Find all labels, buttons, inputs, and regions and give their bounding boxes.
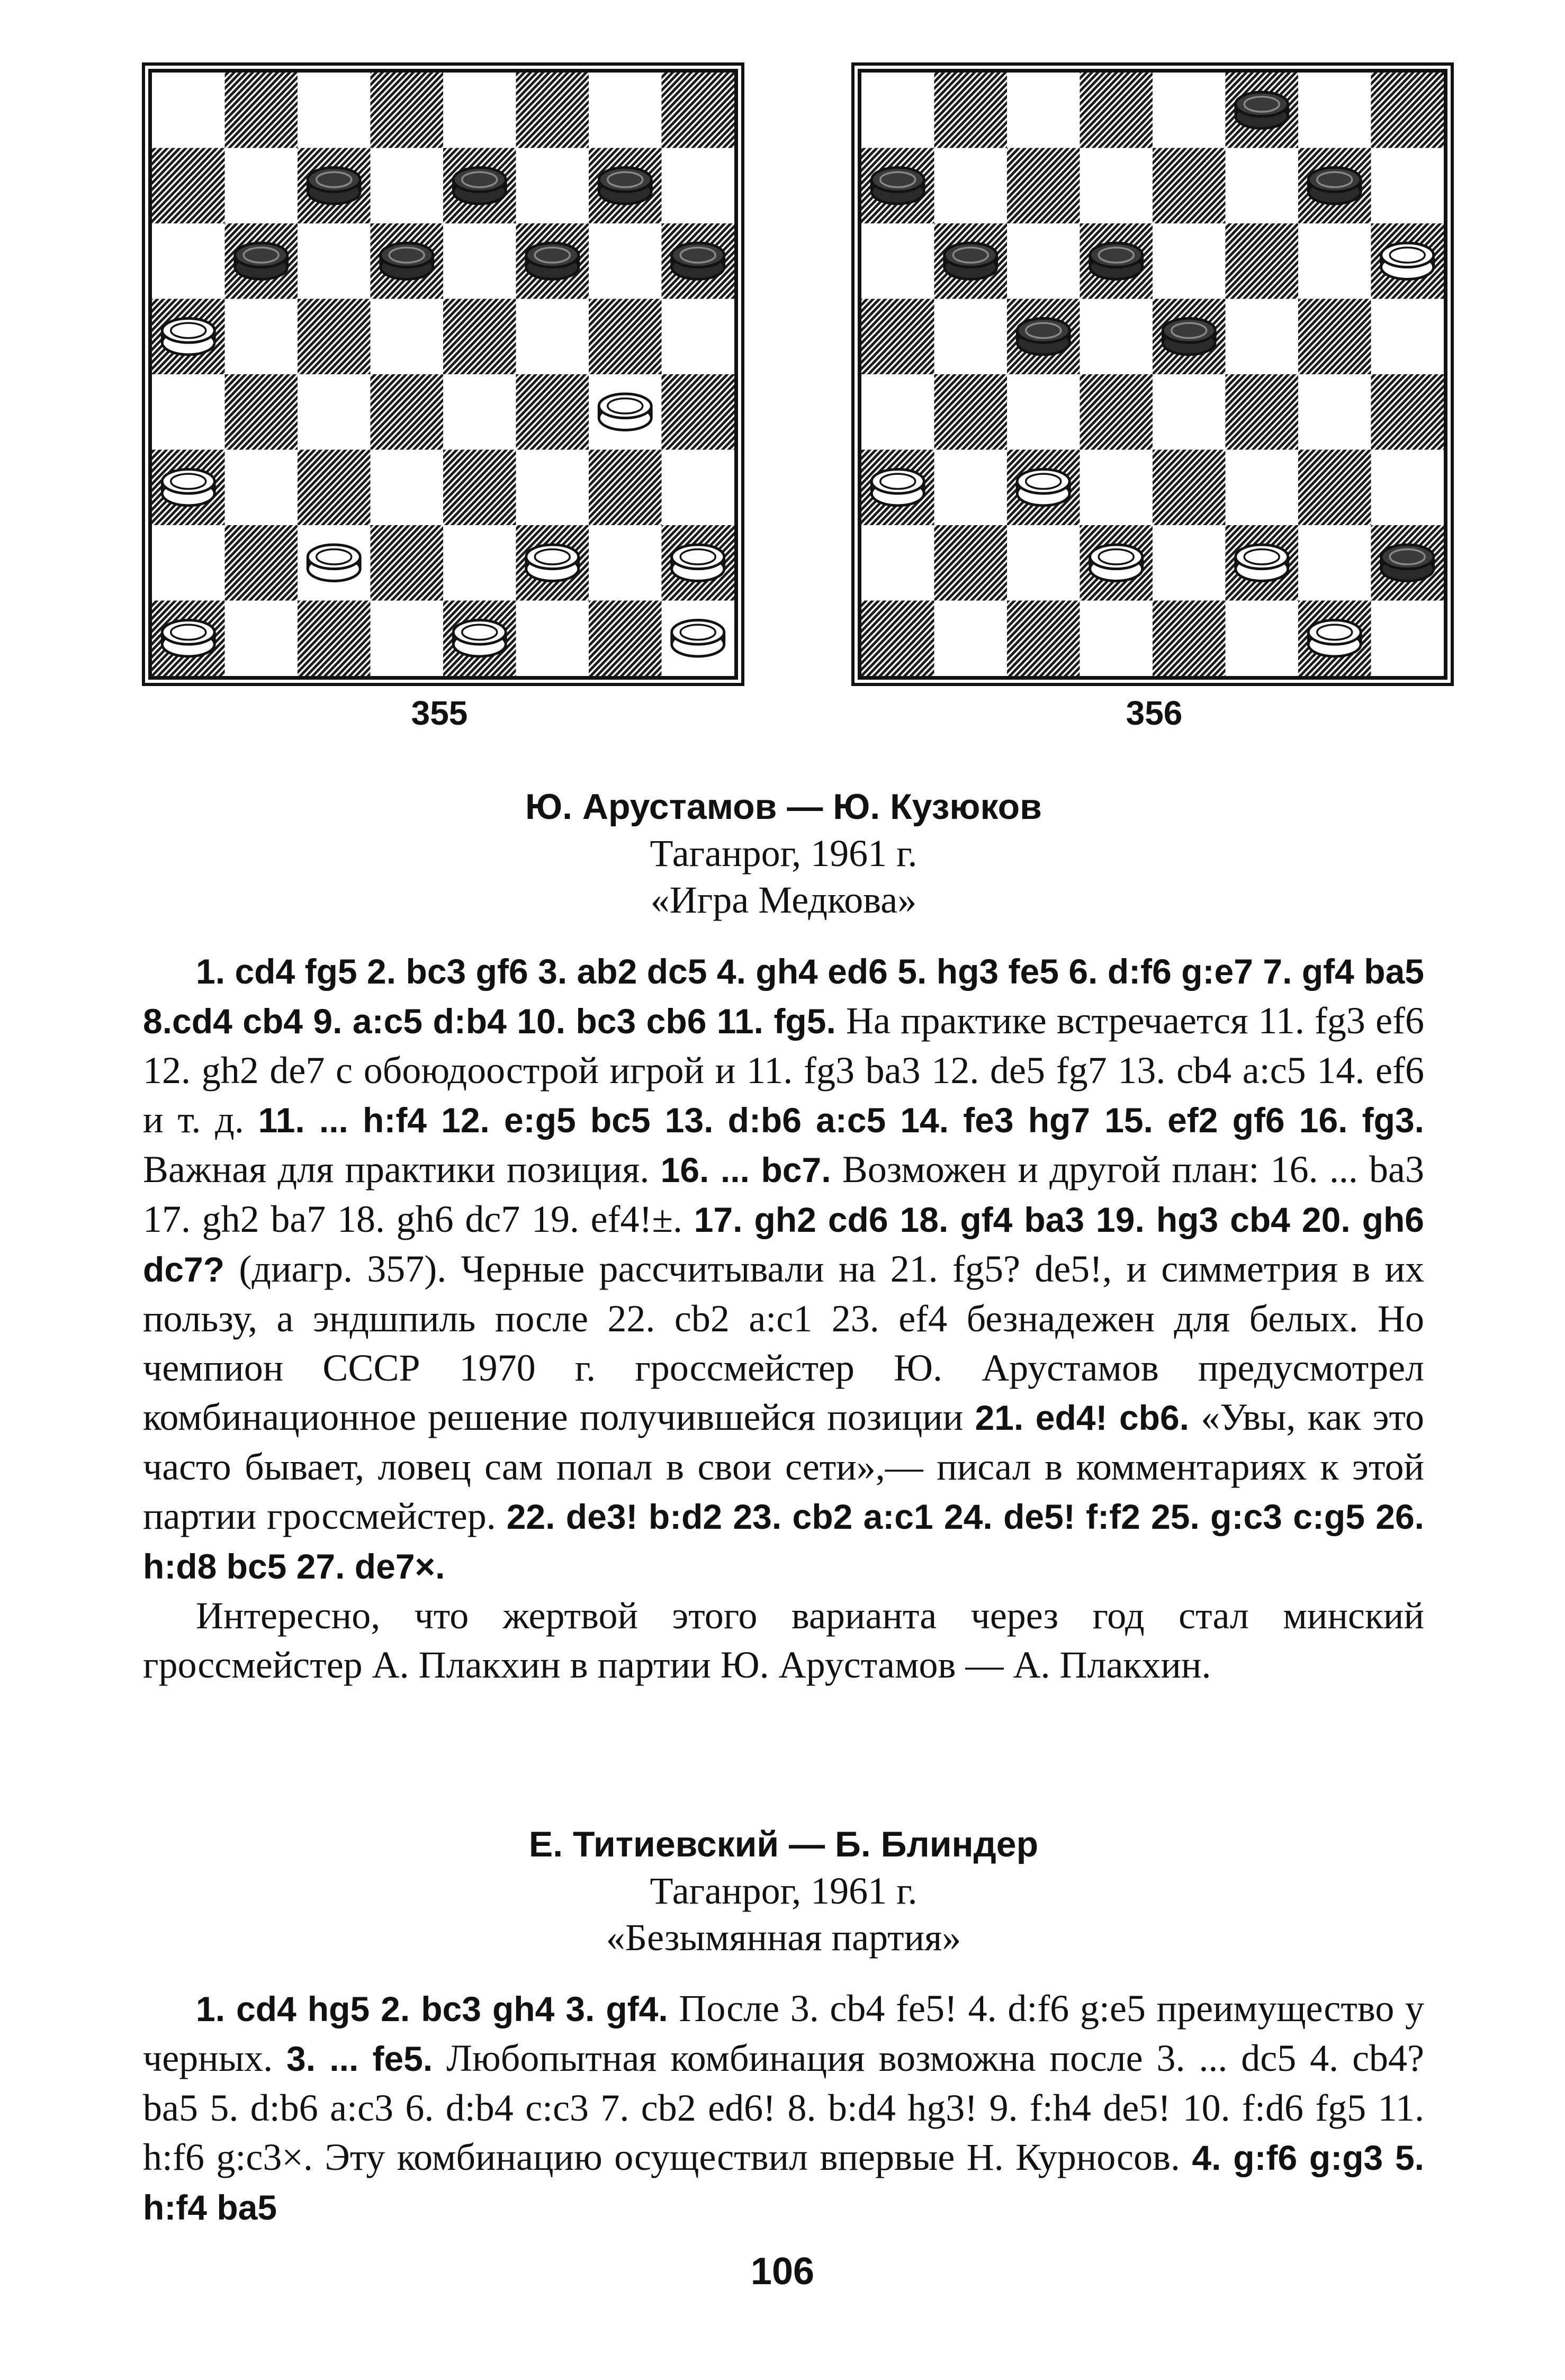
white-checker-h2: [672, 545, 724, 581]
light-square: [371, 450, 444, 526]
light-square: [861, 374, 934, 450]
light-square: [1153, 223, 1226, 299]
white-checker-h1: [672, 620, 724, 656]
black-checker-b6: [235, 243, 287, 279]
light-square: [516, 450, 589, 526]
game-2-annotation: [143, 1984, 1424, 2232]
move-sequence: 3. ... fe5.: [286, 2039, 433, 2078]
light-square: [1007, 525, 1080, 601]
game-1-opening: «Игра Медкова»: [650, 879, 917, 921]
light-square: [1007, 223, 1080, 299]
light-square: [516, 601, 589, 677]
dark-square: [1080, 374, 1153, 450]
dark-square: [662, 73, 735, 148]
dark-square: [516, 374, 589, 450]
game-2-opening: «Безымянная партия»: [606, 1916, 961, 1959]
white-checker-c3: [1017, 470, 1069, 506]
light-square: [662, 299, 735, 375]
dark-square: [1226, 223, 1299, 299]
move-sequence: 1. cd4 fg5 2. bc3 gf6 3. ab2 dc5 4. gh4 ed6 5. hg3 fe5 6. d:f6 g:e7 7. gf4 ba5 8.cd4 cb4 9. a:c5 d:b4 10. bc3 cb6 11. fg5.: [143, 952, 1424, 1041]
white-checker-e1: [453, 620, 506, 656]
light-square: [934, 601, 1008, 677]
dark-square: [1298, 450, 1371, 526]
light-square: [225, 601, 298, 677]
dark-square: [225, 374, 298, 450]
commentary-text: Любопытная комбинация возможна после 3. ... dc5 4. cb4? ba5 5. d:b6 a:c3 6. d:b4 c:c3 7. cb2 ed6! 8. b:d4 hg3! 9. f:h4 de5! 10. f:d6 fg5 11. h:f6 g:c3×. Эту комбинацию осуществил впервые Н. Курносов.: [143, 2037, 1424, 2178]
light-square: [1153, 374, 1226, 450]
light-square: [1007, 374, 1080, 450]
game-2-section: [143, 1821, 1424, 2232]
black-checker-c5: [1017, 319, 1069, 355]
black-checker-d6: [1090, 243, 1143, 279]
game-2-players: Е. Титиевский — Б. Блиндер: [528, 1824, 1039, 1864]
dark-square: [371, 73, 444, 148]
light-square: [1226, 450, 1299, 526]
light-square: [1080, 601, 1153, 677]
black-checker-f8: [1236, 92, 1288, 128]
dark-square: [1153, 601, 1226, 677]
dark-square: [1080, 73, 1153, 148]
light-square: [861, 525, 934, 601]
dark-square: [225, 73, 298, 148]
white-checker-a3: [162, 470, 214, 506]
diagram-355-svg: [152, 73, 734, 676]
game-1-players: Ю. Арустамов — Ю. Кузюков: [525, 787, 1042, 827]
light-square: [371, 299, 444, 375]
commentary-text: Возможен и другой план: 16. ... ba3 17. gh2 ba7 18. gh6 dc7 19. ef4!±.: [143, 1148, 1424, 1240]
commentary-text: «Увы, как это часто бывает, ловец сам попал в свои сети»,— писал в комментариях к этой партии гроссмейстер.: [143, 1396, 1425, 1537]
dark-square: [934, 374, 1008, 450]
light-square: [152, 374, 225, 450]
light-square: [1298, 374, 1371, 450]
light-square: [589, 525, 662, 601]
white-checker-a5: [162, 319, 214, 355]
game-2-place: Таганрог, 1961 г.: [650, 1870, 918, 1912]
dark-square: [934, 525, 1008, 601]
diagram-355-caption: 355: [411, 694, 468, 732]
light-square: [1371, 450, 1444, 526]
dark-square: [861, 601, 934, 677]
white-checker-f2: [526, 545, 579, 581]
light-square: [1298, 73, 1371, 148]
light-square: [1080, 148, 1153, 224]
dark-square: [298, 299, 371, 375]
dark-square: [1153, 450, 1226, 526]
white-checker-g4: [599, 394, 651, 430]
dark-square: [152, 148, 225, 224]
move-sequence: 22. de3! b:d2 23. cb2 a:c1 24. de5! f:f2 25. g:c3 c:g5 26. h:d8 bc5 27. de7×.: [143, 1497, 1424, 1586]
dark-square: [371, 525, 444, 601]
light-square: [1007, 73, 1080, 148]
diagram-356-board: [858, 69, 1447, 680]
light-square: [298, 73, 371, 148]
light-square: [516, 299, 589, 375]
light-square: [1371, 299, 1444, 375]
black-checker-e5: [1163, 319, 1215, 355]
light-square: [1226, 148, 1299, 224]
game-1-note: [143, 1591, 1424, 1690]
black-checker-g7: [1308, 168, 1361, 204]
dark-square: [589, 299, 662, 375]
dark-square: [1153, 148, 1226, 224]
light-square: [1298, 525, 1371, 601]
light-square: [443, 73, 516, 148]
light-square: [371, 148, 444, 224]
diagram-355-board: [148, 69, 738, 680]
light-square: [861, 223, 934, 299]
move-sequence: 4. g:f6 g:g3 5. h:f4 ba5: [143, 2138, 1425, 2227]
light-square: [298, 374, 371, 450]
light-square: [225, 299, 298, 375]
game-1-annotation: [143, 946, 1424, 1591]
black-checker-g7: [599, 168, 651, 204]
white-checker-d2: [1090, 545, 1143, 581]
dark-square: [1371, 73, 1444, 148]
light-square: [934, 299, 1008, 375]
light-square: [861, 73, 934, 148]
light-square: [662, 148, 735, 224]
light-square: [1226, 601, 1299, 677]
dark-square: [443, 450, 516, 526]
dark-square: [589, 601, 662, 677]
black-checker-b6: [945, 243, 997, 279]
light-square: [662, 450, 735, 526]
white-checker-a1: [162, 620, 214, 656]
light-square: [934, 148, 1008, 224]
white-checker-h6: [1381, 243, 1434, 279]
black-checker-h2: [1381, 545, 1434, 581]
light-square: [443, 525, 516, 601]
dark-square: [443, 299, 516, 375]
dark-square: [934, 73, 1008, 148]
black-checker-h6: [672, 243, 724, 279]
commentary-text: Важная для практики позиция.: [143, 1148, 661, 1191]
light-square: [225, 450, 298, 526]
move-sequence: 21. ed4! cb6.: [975, 1398, 1190, 1437]
light-square: [225, 148, 298, 224]
light-square: [1080, 450, 1153, 526]
game-1-section: [143, 783, 1424, 1690]
light-square: [1226, 299, 1299, 375]
light-square: [443, 223, 516, 299]
dark-square: [371, 374, 444, 450]
dark-square: [662, 374, 735, 450]
light-square: [152, 73, 225, 148]
dark-square: [298, 601, 371, 677]
dark-square: [1007, 148, 1080, 224]
light-square: [589, 73, 662, 148]
light-square: [443, 374, 516, 450]
light-square: [298, 223, 371, 299]
light-square: [1153, 73, 1226, 148]
dark-square: [516, 73, 589, 148]
light-square: [1298, 223, 1371, 299]
diagram-356-caption: 356: [1126, 694, 1183, 732]
game-1-header: [143, 783, 1424, 923]
light-square: [516, 148, 589, 224]
white-checker-c2: [308, 545, 360, 581]
light-square: [1371, 148, 1444, 224]
dark-square: [225, 525, 298, 601]
game-2-header: [143, 1821, 1424, 1961]
light-square: [1080, 299, 1153, 375]
light-square: [589, 223, 662, 299]
page-number: 106: [750, 2250, 815, 2293]
move-sequence: 1. cd4 hg5 2. bc3 gh4 3. gf4.: [196, 1989, 668, 2029]
light-square: [1153, 525, 1226, 601]
diagram-356-svg: [861, 73, 1444, 676]
light-square: [152, 525, 225, 601]
dark-square: [861, 299, 934, 375]
move-sequence: 11. ... h:f4 12. e:g5 bc5 13. d:b6 a:c5 14. fe3 hg7 15. ef2 gf6 16. fg3.: [258, 1101, 1424, 1140]
light-square: [1371, 601, 1444, 677]
commentary-text: (диагр. 357). Черные рассчитывали на 21. fg5? de5!, и симметрия в их пользу, а эндшпиль после 22. cb2 a:c1 23. ef4 безнадежен для белых. Но чемпион СССР 1970 г. гроссмейстер Ю. Арустамов предусмотрел комбинационное решение получившейся позиции: [143, 1248, 1424, 1438]
commentary-text: На практике встречается 11. fg3 ef6 12. gh2 de7 с обоюдоострой игрой и 11. fg3 ba3 12. de5 fg7 13. cb4 a:c5 14. ef6 и т. д.: [143, 999, 1424, 1141]
move-sequence: 17. gh2 cd6 18. gf4 ba3 19. hg3 cb4 20. gh6 dc7?: [143, 1200, 1424, 1289]
black-checker-f6: [526, 243, 579, 279]
black-checker-a7: [871, 168, 924, 204]
dark-square: [589, 450, 662, 526]
dark-square: [1007, 601, 1080, 677]
commentary-text: После 3. cb4 fe5! 4. d:f6 g:e5 преимущество у черных.: [143, 1987, 1425, 2079]
move-sequence: 16. ... bc7.: [660, 1150, 831, 1189]
commentary-text: Интересно, что жертвой этого варианта через год стал минский гроссмейстер А. Плакхин в партии Ю. Арустамов — А. Плакхин.: [143, 1594, 1424, 1686]
light-square: [371, 601, 444, 677]
white-checker-a3: [871, 470, 924, 506]
black-checker-e7: [453, 168, 506, 204]
black-checker-c7: [308, 168, 360, 204]
light-square: [152, 223, 225, 299]
white-checker-g1: [1308, 620, 1361, 656]
dark-square: [1226, 374, 1299, 450]
dark-square: [1371, 374, 1444, 450]
light-square: [934, 450, 1008, 526]
dark-square: [298, 450, 371, 526]
dark-square: [1298, 299, 1371, 375]
black-checker-d6: [381, 243, 433, 279]
white-checker-f2: [1236, 545, 1288, 581]
game-1-place: Таганрог, 1961 г.: [650, 832, 918, 875]
